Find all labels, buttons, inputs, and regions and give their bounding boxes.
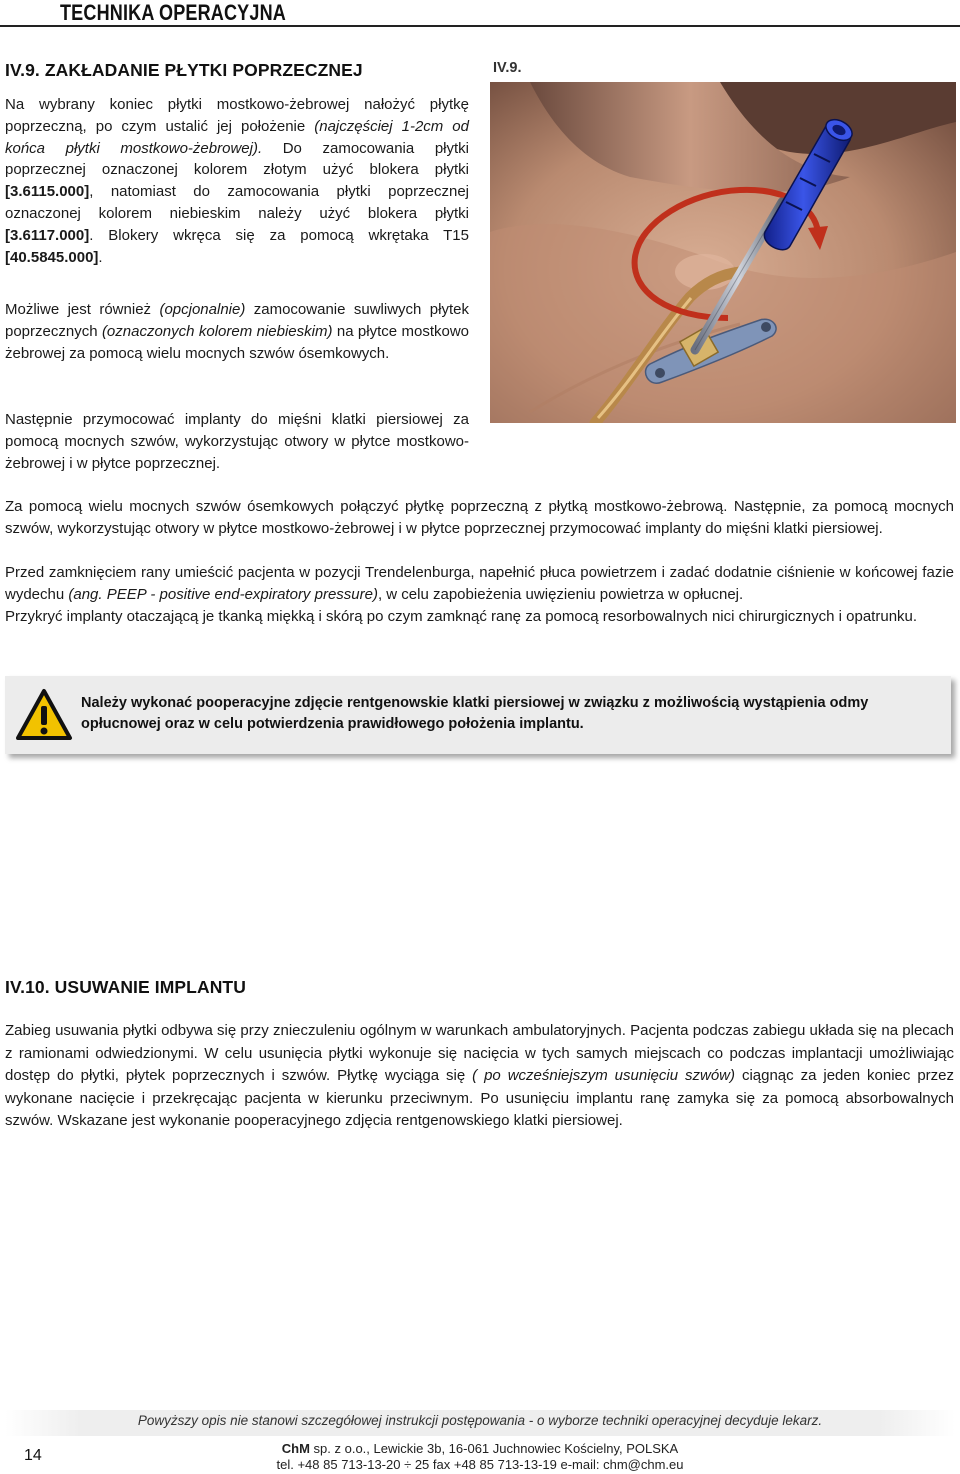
page-number: 14 xyxy=(24,1447,42,1464)
section-title-iv9: IV.9. ZAKŁADANIE PŁYTKI POPRZECZNEJ xyxy=(5,60,363,80)
paragraph-trendelenburg: Przed zamknięciem rany umieścić pacjenta w pozycji Trendelenburga, napełnić płuca powietrzem i zadać dodatnie ciśnienie w końcowej fazie wydechu (ang. PEEP - positive end-expiratory pressure), w celu zapobieżenia uwięzieniu powietrza w opłucnej. xyxy=(5,564,954,603)
warning-text: Należy wykonać pooperacyjne zdjęcie rentgenowskie klatki piersiowej w związku z możliwością wystąpienia odmy opłucnowej oraz w celu potwierdzenia prawidłowego położenia implantu. xyxy=(81,695,869,732)
company-name: ChM xyxy=(281,1441,310,1456)
paragraph-placement: Na wybrany koniec płytki mostkowo-żebrowej nałożyć płytkę poprzeczną, po czym ustalić jej położenie (najczęściej 1-2cm od końca płytki mostkowo-żebrowej). Do zamocowania płytki poprzecznej oznaczonej kolorem złotym użyć blokera płytki [3.6115.000], natomiast do zamocowania płytki poprzecznej oznaczonej kolorem niebieskim należy użyć blokera płytki [3.6117.000]. Blokery wkręca się za pomocą wkrętaka T15 [40.5845.000]. xyxy=(5,96,469,266)
paragraph-wound-closure: Przykryć implanty otaczającą je tkanką miękką i skórą po czym zamknąć ranę za pomocą resorbowalnych nici chirurgicznych i opatrunku. xyxy=(5,608,918,625)
footer-contact-line: tel. +48 85 713-13-20 ÷ 25 fax +48 85 713-13-19 e-mail: chm@chm.eu xyxy=(276,1457,684,1472)
page-header-title: TECHNIKA OPERACYJNA xyxy=(60,0,286,25)
footer-address-line: ChM sp. z o.o., Lewickie 3b, 16-061 Juchnowiec Kościelny, POLSKA xyxy=(281,1441,679,1456)
paragraph-optional-fixation: Możliwe jest również (opcjonalnie) zamocowanie suwliwych płytek poprzecznych (oznaczonych kolorem niebieskim) na płytce mostkowo żebrowej za pomocą wielu mocnych szwów ósemkowych. xyxy=(5,301,470,362)
paragraph-attach-implants: Następnie przymocować implanty do mięśni klatki piersiowej za pomocą mocnych szwów, wykorzystując otwory w płytce mostkowo-żebrowej i w płytce poprzecznej. xyxy=(5,411,469,472)
paragraph-connect-plates: Za pomocą wielu mocnych szwów ósemkowych połączyć płytkę poprzeczną z płytką mostkowo-żebrową. Następnie, za pomocą mocnych szwów, wykorzystując otwory w płytce mostkowo-żebrowej i w płytce poprzecznej przymocować implanty do mięśni klatki piersiowej. xyxy=(5,498,954,537)
warning-box xyxy=(5,676,951,754)
section-title-iv10: IV.10. USUWANIE IMPLANTU xyxy=(5,977,246,997)
figure-transverse-plate-illustration xyxy=(490,82,956,423)
footer-disclaimer: Powyższy opis nie stanowi szczegółowej instrukcji postępowania - o wyborze techniki operacyjnej decyduje lekarz. xyxy=(137,1413,823,1428)
footer-address-block xyxy=(200,1441,760,1473)
warning-triangle-icon xyxy=(15,688,73,742)
figure-label: IV.9. xyxy=(493,60,522,76)
header-rule xyxy=(0,25,960,27)
paragraph-implant-removal: Zabieg usuwania płytki odbywa się przy znieczuleniu ogólnym w warunkach ambulatoryjnych. Pacjenta podczas zabiegu układa się na plecach z ramionami odwiedzionymi. W celu usunięcia płytki wykonuje się nacięcia w tych samych miejscach co podczas implantacji umożliwiając dostęp do płytki, płytek poprzecznych i szwów. Płytkę wyciąga się ( po wcześniejszym usunięciu szwów) ciągnąc za jeden koniec przez wykonane nacięcie i przekręcając pacjenta w kierunku przeciwnym. Po usunięciu implantu ranę zamyka się za pomocą absorbowalnych szwów. Wskazane jest wykonanie pooperacyjnego zdjęcia rentgenowskiego klatki piersiowej. xyxy=(5,1022,955,1130)
